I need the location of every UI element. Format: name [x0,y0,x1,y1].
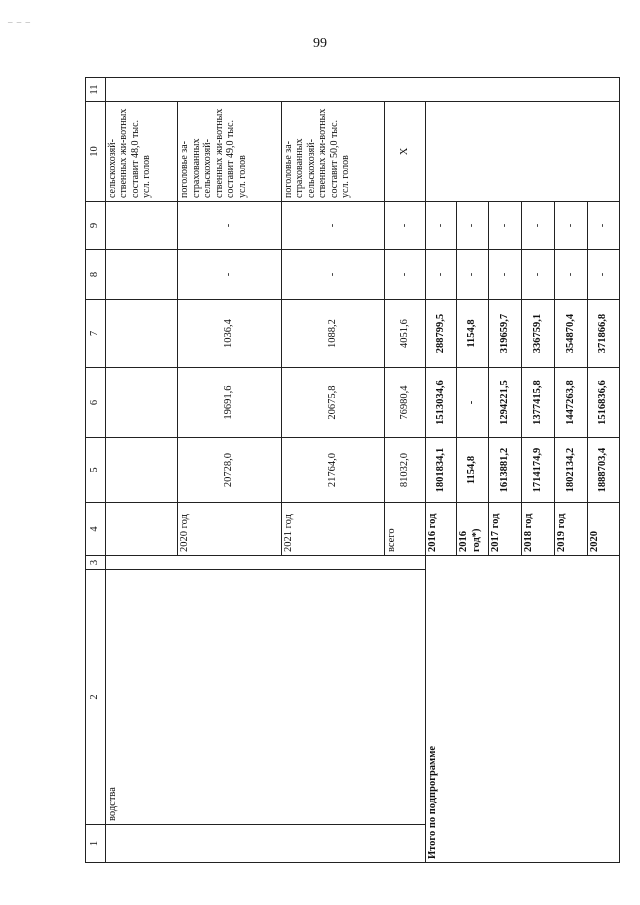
total-cell: 81032,0 [385,438,426,503]
regional-cell: 4051,6 [385,300,426,368]
local-cell: - [426,250,457,300]
year-cell: всего [385,503,426,556]
indicator-note-cell: Х [385,102,426,202]
value-cell [105,250,177,300]
empty-cell [426,102,620,202]
totals-label: Итого по подпрограмме [426,556,620,863]
col-num-10: 10 [86,102,106,202]
value-cell [105,202,177,250]
local-cell: - [178,250,281,300]
federal-cell: 1447263,8 [554,368,587,438]
col-num-2: 2 [86,570,106,825]
federal-cell: 19691,6 [178,368,281,438]
total-cell: 1714174,9 [521,438,554,503]
totals-row [426,78,457,863]
total-cell: 1154,8 [457,438,488,503]
local-cell: - [281,250,384,300]
corner-mark: _ _ _ [8,14,31,24]
subprogram-finance-table [85,77,620,863]
year-cell: 2019 год [554,503,587,556]
col-num-9: 9 [86,202,106,250]
regional-cell: 1088,2 [281,300,384,368]
federal-cell: - [457,368,488,438]
total-cell: 1613881,2 [488,438,521,503]
other-cell: - [426,202,457,250]
col-num-7: 7 [86,300,106,368]
table-row [105,78,177,863]
indicator-note-cell: сельскохозяй-ственных жи-вотных составит 48,0 тыс. усл. голов [105,102,177,202]
federal-cell: 1513034,6 [426,368,457,438]
regional-cell: 371866,8 [587,300,619,368]
local-cell: - [554,250,587,300]
other-cell: - [281,202,384,250]
col-num-3: 3 [86,556,106,570]
year-cell: 2018 год [521,503,554,556]
year-cell: 2021 год [281,503,384,556]
empty-cell [105,78,619,102]
col-num-11: 11 [86,78,106,102]
page-number: 99 [313,36,327,51]
value-cell [105,300,177,368]
total-cell: 1888703,4 [587,438,619,503]
section-name-cell: водства [105,570,426,825]
regional-cell: 288799,5 [426,300,457,368]
year-cell: 2016 год*) [457,503,488,556]
col-num-5: 5 [86,438,106,503]
regional-cell: 319659,7 [488,300,521,368]
col-num-8: 8 [86,250,106,300]
regional-cell: 354870,4 [554,300,587,368]
other-cell: - [457,202,488,250]
other-cell: - [385,202,426,250]
value-cell [105,368,177,438]
empty-cell [105,556,426,570]
year-cell [105,503,177,556]
regional-cell: 336759,1 [521,300,554,368]
year-cell: 2020 год [178,503,281,556]
total-cell: 1801834,1 [426,438,457,503]
local-cell: - [385,250,426,300]
federal-cell: 1377415,8 [521,368,554,438]
local-cell: - [587,250,619,300]
col-num-6: 6 [86,368,106,438]
other-cell: - [521,202,554,250]
federal-cell: 1294221,5 [488,368,521,438]
other-cell: - [178,202,281,250]
total-cell: 1802134,2 [554,438,587,503]
total-cell: 20728,0 [178,438,281,503]
value-cell [105,438,177,503]
total-cell: 21764,0 [281,438,384,503]
other-cell: - [488,202,521,250]
other-cell: - [587,202,619,250]
year-cell: 2016 год [426,503,457,556]
col-num-1: 1 [86,825,106,863]
local-cell: - [457,250,488,300]
other-cell: - [554,202,587,250]
indicator-note-cell: поголовье за-страхованных сельскохозяй-ственных жи-вотных составит 49,0 тыс. усл. голов [178,102,281,202]
federal-cell: 1516836,6 [587,368,619,438]
year-cell: 2020 [587,503,619,556]
rotated-table-wrapper [85,78,620,863]
regional-cell: 1036,4 [178,300,281,368]
regional-cell: 1154,8 [457,300,488,368]
local-cell: - [488,250,521,300]
column-number-row [86,78,106,863]
col-num-4: 4 [86,503,106,556]
local-cell: - [521,250,554,300]
federal-cell: 20675,8 [281,368,384,438]
indicator-note-cell: поголовье за-страхованных сельскохозяй-ственных жи-вотных составит 50,0 тыс. усл. голов [281,102,384,202]
year-cell: 2017 год [488,503,521,556]
section-number-cell [105,825,426,863]
federal-cell: 76980,4 [385,368,426,438]
